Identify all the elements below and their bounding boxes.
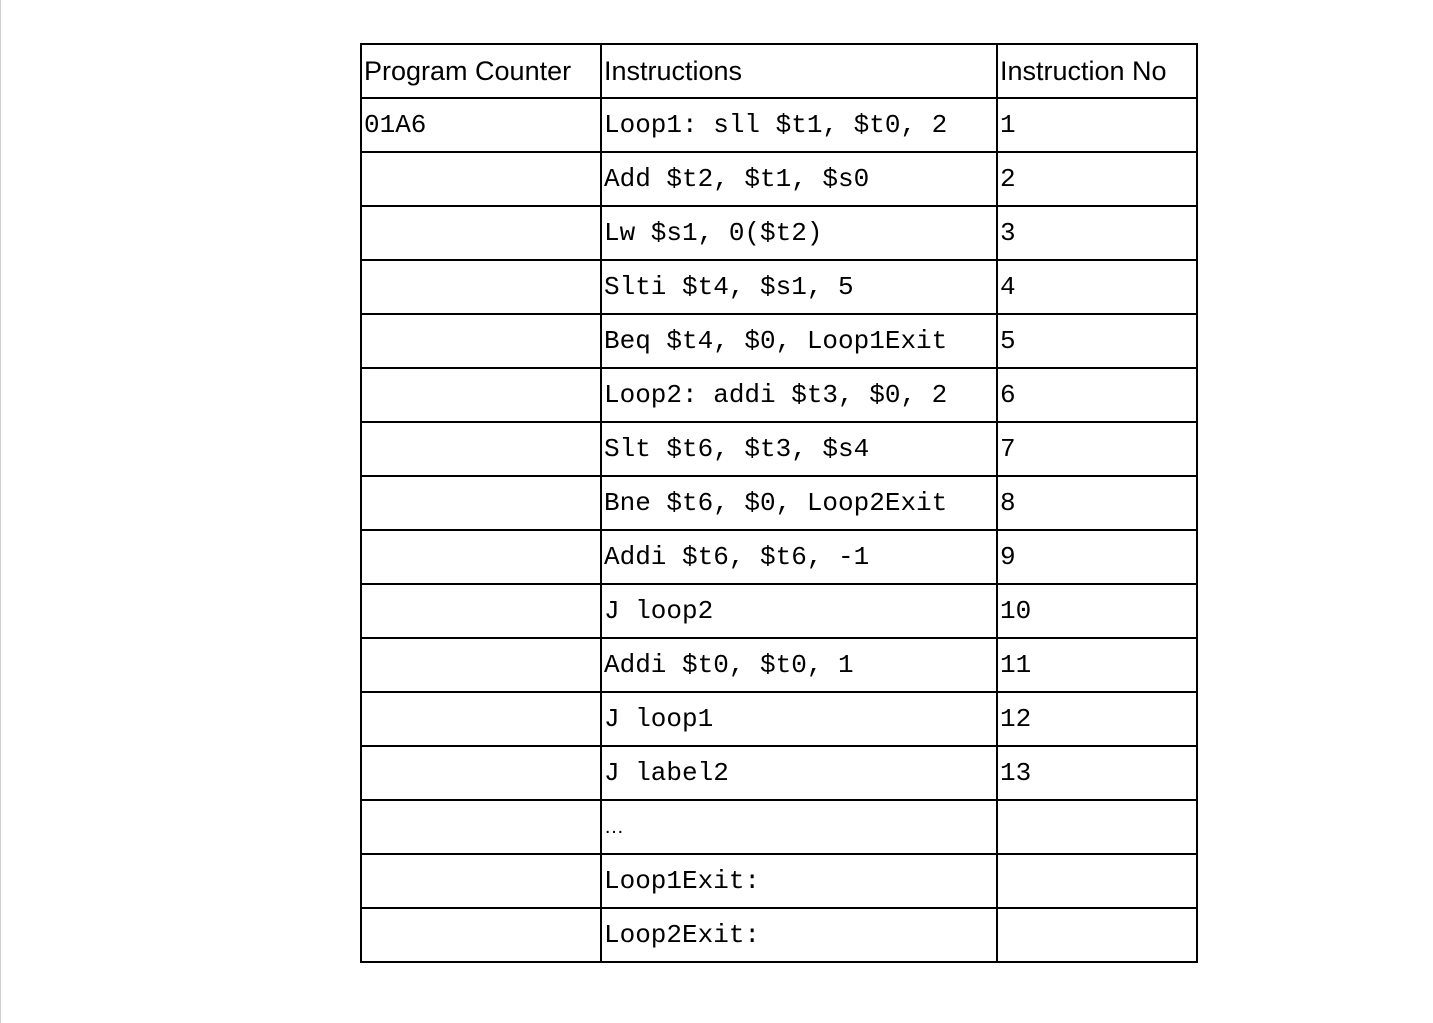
pc-cell [361, 530, 601, 584]
instruction-cell: Beq $t4, $0, Loop1Exit [601, 314, 997, 368]
table-row [361, 260, 1197, 314]
instruction-cell: Loop1: sll $t1, $t0, 2 [601, 98, 997, 152]
instruction-no-cell: 7 [997, 422, 1197, 476]
instruction-no-cell: 2 [997, 152, 1197, 206]
pc-cell [361, 584, 601, 638]
instruction-no-cell [997, 908, 1197, 962]
instruction-cell: Bne $t6, $0, Loop2Exit [601, 476, 997, 530]
pc-cell [361, 638, 601, 692]
table-row [361, 530, 1197, 584]
instruction-no-cell: 3 [997, 206, 1197, 260]
instruction-no-cell [997, 854, 1197, 908]
table-row [361, 152, 1197, 206]
instruction-cell: Slt $t6, $t3, $s4 [601, 422, 997, 476]
instruction-cell: J label2 [601, 746, 997, 800]
table-row [361, 746, 1197, 800]
table-row [361, 422, 1197, 476]
instruction-no-cell: 13 [997, 746, 1197, 800]
instruction-cell: J loop1 [601, 692, 997, 746]
pc-cell [361, 908, 601, 962]
instruction-cell: Addi $t6, $t6, -1 [601, 530, 997, 584]
instruction-cell: … [601, 800, 997, 854]
pc-cell [361, 260, 601, 314]
instruction-no-cell: 8 [997, 476, 1197, 530]
instruction-table [360, 43, 1198, 963]
pc-cell: 01A6 [361, 98, 601, 152]
pc-cell [361, 746, 601, 800]
instruction-no-cell: 10 [997, 584, 1197, 638]
pc-cell [361, 800, 601, 854]
table-row [361, 476, 1197, 530]
instruction-no-cell: 1 [997, 98, 1197, 152]
instruction-no-cell: 5 [997, 314, 1197, 368]
table-row [361, 692, 1197, 746]
table-row [361, 206, 1197, 260]
instruction-cell: Loop2: addi $t3, $0, 2 [601, 368, 997, 422]
instruction-cell: J loop2 [601, 584, 997, 638]
header-instruction-no: Instruction No [997, 44, 1197, 98]
pc-cell [361, 368, 601, 422]
table-row [361, 638, 1197, 692]
table-header-row [361, 44, 1197, 98]
table-row [361, 584, 1197, 638]
instruction-no-cell: 9 [997, 530, 1197, 584]
header-instructions: Instructions [601, 44, 997, 98]
table-row [361, 854, 1197, 908]
table-row [361, 800, 1197, 854]
page-edge [0, 0, 1, 1023]
table-row [361, 908, 1197, 962]
instruction-no-cell [997, 800, 1197, 854]
pc-cell [361, 422, 601, 476]
instruction-cell: Loop2Exit: [601, 908, 997, 962]
table-row [361, 314, 1197, 368]
pc-cell [361, 152, 601, 206]
header-program-counter: Program Counter [361, 44, 601, 98]
pc-cell [361, 854, 601, 908]
table-row [361, 98, 1197, 152]
instruction-no-cell: 12 [997, 692, 1197, 746]
instruction-cell: Addi $t0, $t0, 1 [601, 638, 997, 692]
pc-cell [361, 476, 601, 530]
instruction-cell: Lw $s1, 0($t2) [601, 206, 997, 260]
instruction-cell: Slti $t4, $s1, 5 [601, 260, 997, 314]
pc-cell [361, 206, 601, 260]
instruction-no-cell: 6 [997, 368, 1197, 422]
table-row [361, 368, 1197, 422]
pc-cell [361, 314, 601, 368]
instruction-no-cell: 4 [997, 260, 1197, 314]
pc-cell [361, 692, 601, 746]
instruction-cell: Loop1Exit: [601, 854, 997, 908]
instruction-no-cell: 11 [997, 638, 1197, 692]
instruction-cell: Add $t2, $t1, $s0 [601, 152, 997, 206]
